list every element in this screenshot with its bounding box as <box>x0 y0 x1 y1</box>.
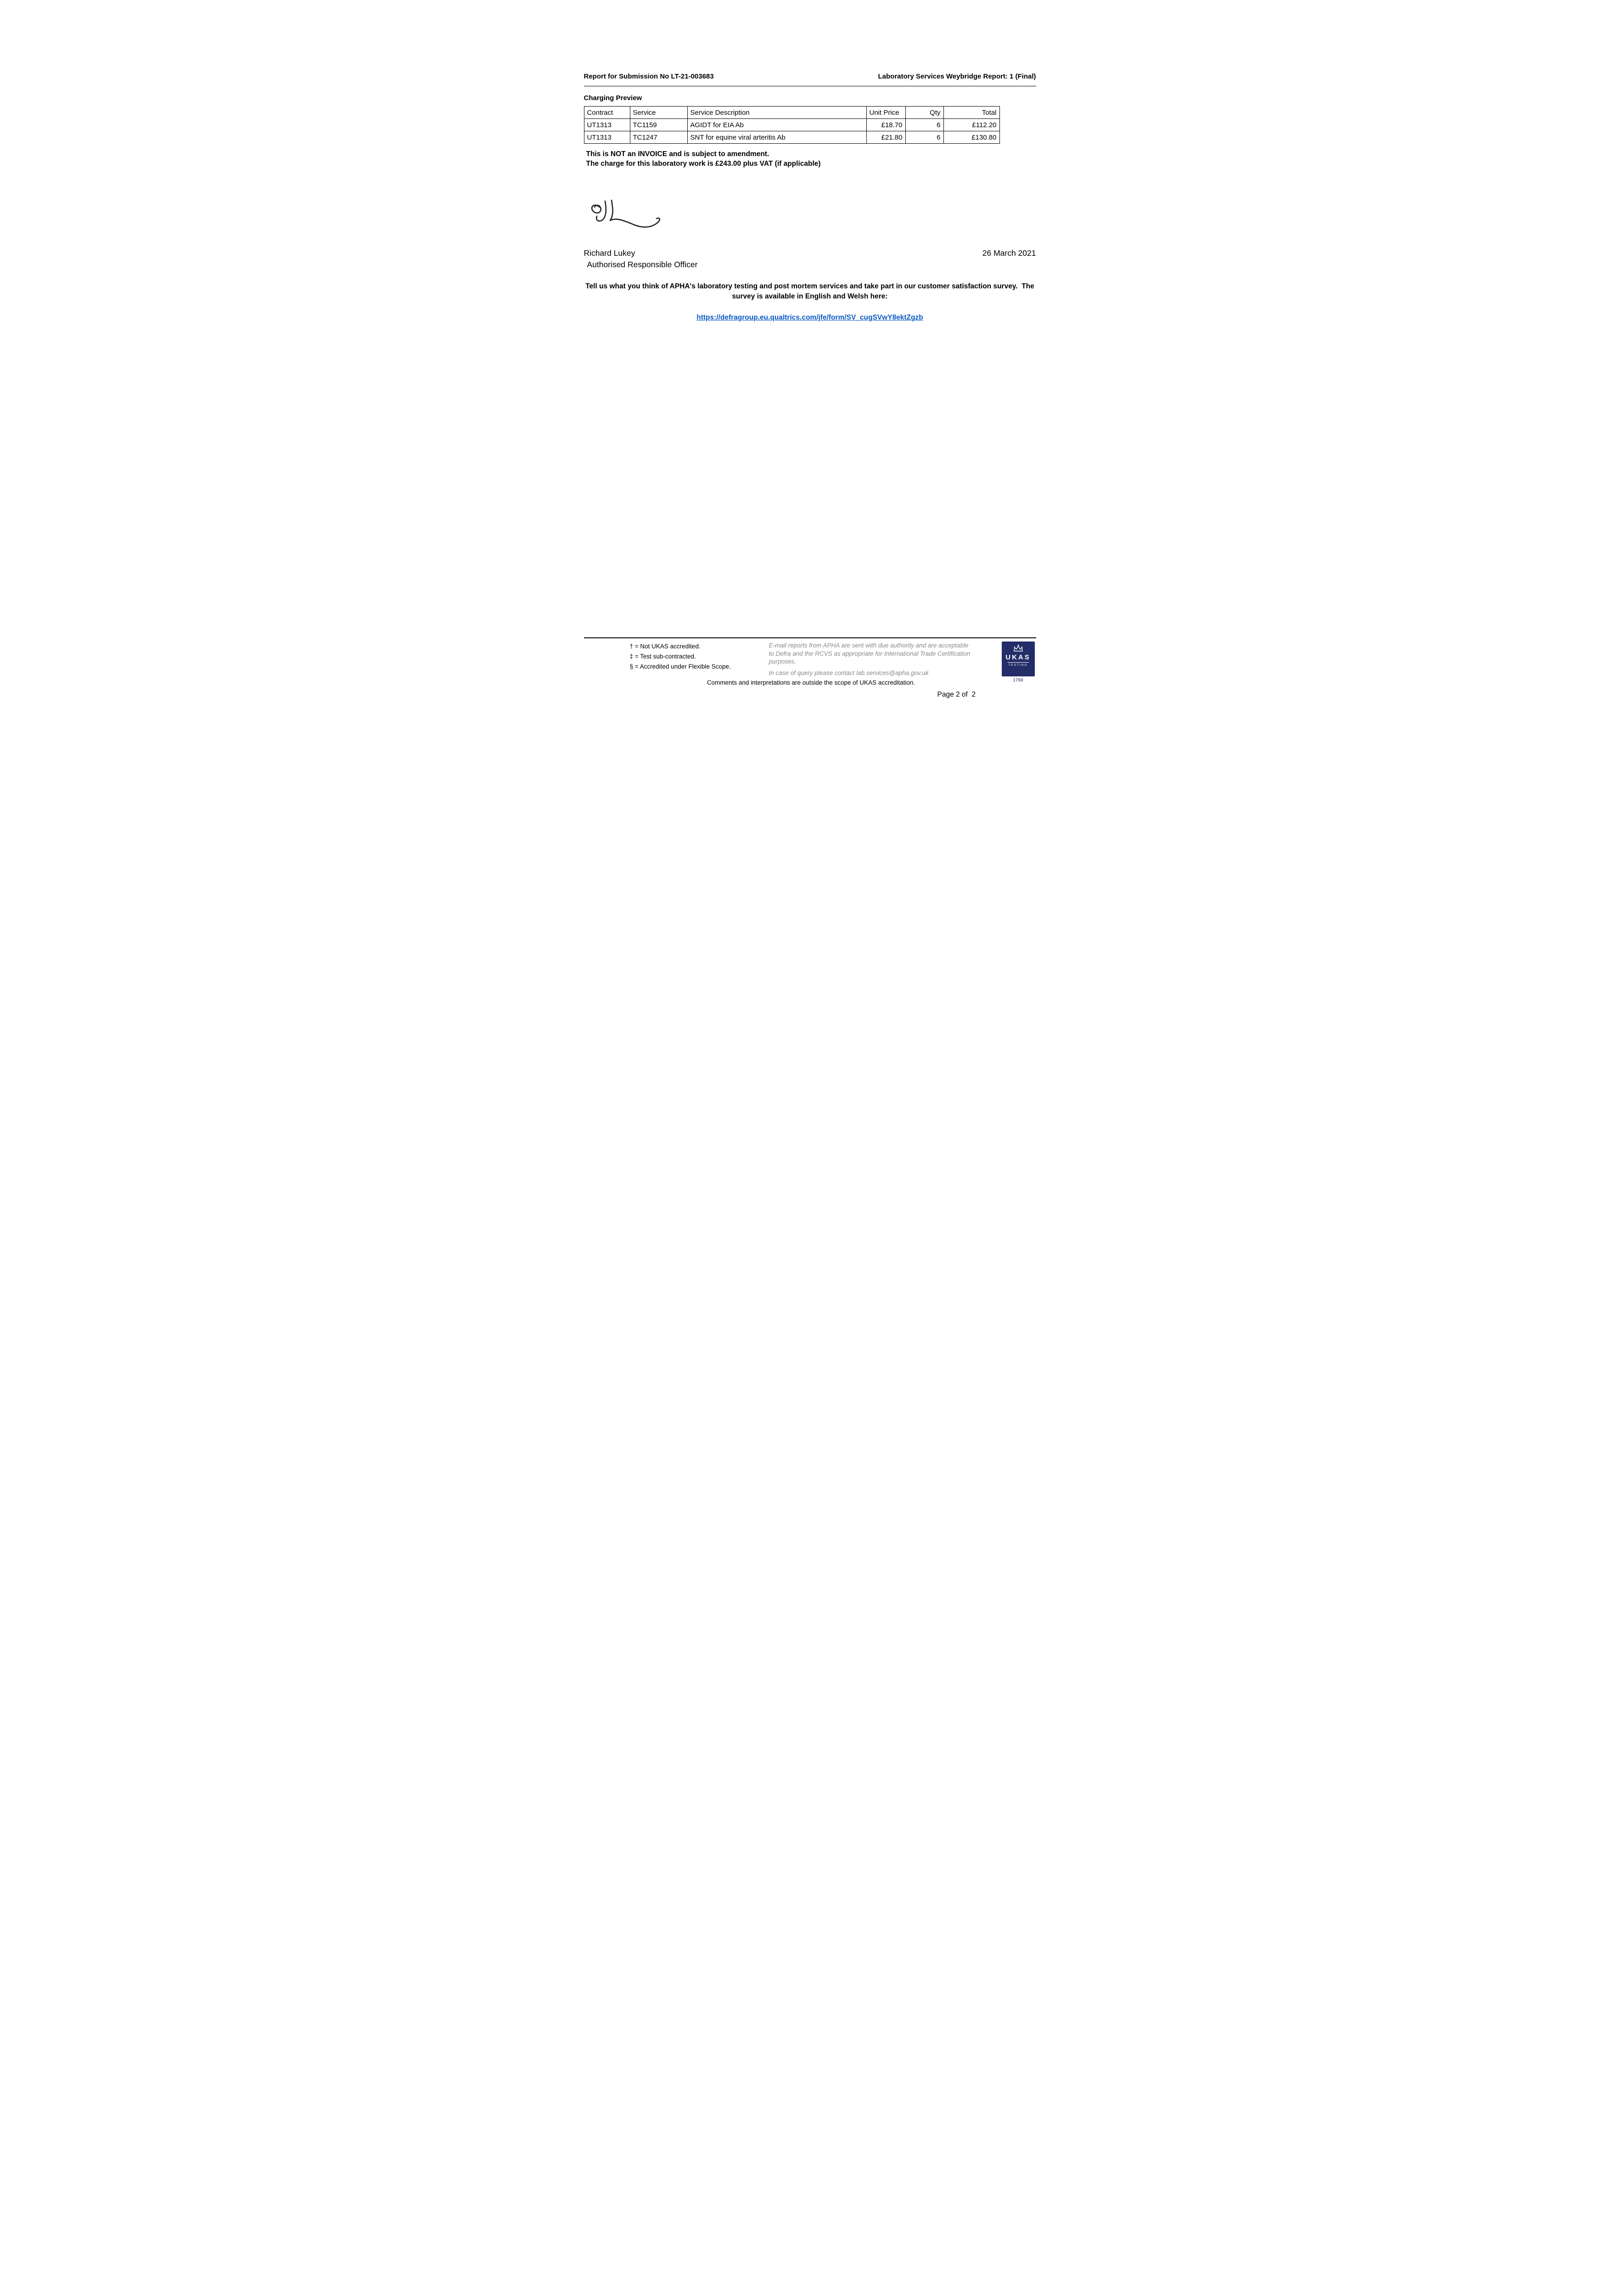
cell-service: TC1247 <box>630 131 687 144</box>
cell-contract: UT1313 <box>584 119 630 131</box>
accreditation-legend <box>630 642 731 672</box>
report-content <box>559 0 1064 322</box>
cell-service: TC1159 <box>630 119 687 131</box>
footer-divider <box>584 637 1036 638</box>
charging-preview-title: Charging Preview <box>584 94 642 102</box>
footer-notes <box>769 642 975 677</box>
col-header-service: Service <box>630 107 687 119</box>
table-row <box>584 119 999 131</box>
col-header-contract: Contract <box>584 107 630 119</box>
col-header-total: Total <box>943 107 999 119</box>
cell-qty: 6 <box>905 131 943 144</box>
charging-table <box>584 106 1000 144</box>
charge-total-note: The charge for this laboratory work is £243.00 plus VAT (if applicable) <box>586 160 821 168</box>
signatory-role: Authorised Responsible Officer <box>587 260 698 269</box>
legend-not-ukas: † = Not UKAS accredited. <box>629 643 701 650</box>
signature-icon <box>589 194 662 240</box>
legend-flexible-scope: § = Accredited under Flexible Scope. <box>629 663 731 670</box>
table-row <box>584 131 999 144</box>
cell-description: SNT for equine viral arteritis Ab <box>687 131 866 144</box>
legend-subcontracted: ‡ = Test sub-contracted. <box>629 653 696 660</box>
survey-link-row <box>584 314 1036 322</box>
cell-total: £112.20 <box>943 119 999 131</box>
page-number: Page 2 of 2 <box>937 691 976 698</box>
query-contact-note: In case of query please contact lab.services@apha.gov.uk <box>769 669 929 676</box>
cell-qty: 6 <box>905 119 943 131</box>
survey-link[interactable]: https://defragroup.eu.qualtrics.com/jfe/form/SV_cugSVwY8ektZgzb <box>696 314 923 321</box>
signatory-name: Richard Lukey <box>584 248 635 258</box>
signature <box>589 194 1036 240</box>
page-header <box>584 73 1036 80</box>
report-status-title: Laboratory Services Weybridge Report: 1 (Final) <box>878 73 1036 80</box>
ukas-comments-note: Comments and interpretations are outside the scope of UKAS accreditation. <box>707 679 915 686</box>
not-invoice-note: This is NOT an INVOICE and is subject to amendment. <box>586 150 769 158</box>
ukas-wordmark: UKAS <box>1005 653 1031 661</box>
signatory-row <box>584 248 1036 258</box>
report-date: 26 March 2021 <box>982 248 1036 258</box>
col-header-qty: Qty <box>905 107 943 119</box>
survey-text: Tell us what you think of APHA's laboratory testing and post mortem services and take part in our customer satisfaction survey. The survey is available in English and Welsh here: <box>585 282 1037 300</box>
cell-total: £130.80 <box>943 131 999 144</box>
col-header-unit-price: Unit Price <box>866 107 905 119</box>
cell-contract: UT1313 <box>584 131 630 144</box>
cell-description: AGIDT for EIA Ab <box>687 119 866 131</box>
charging-notes <box>586 149 1036 169</box>
ukas-number: 1769 <box>1013 678 1023 683</box>
crown-icon <box>1012 644 1024 653</box>
col-header-description: Service Description <box>687 107 866 119</box>
email-authority-note: E-mail reports from APHA are sent with due authority and are acceptable to Defra and the RCVS as appropriate for International Trade Certification purposes. <box>769 642 971 665</box>
ukas-testing-label: TESTING <box>1008 662 1029 667</box>
ukas-logo <box>1002 642 1035 683</box>
table-header-row <box>584 107 999 119</box>
ukas-logo-box <box>1002 642 1035 676</box>
cell-unit-price: £18.70 <box>866 119 905 131</box>
submission-title: Report for Submission No LT-21-003683 <box>584 73 714 80</box>
report-page <box>559 0 1064 715</box>
cell-unit-price: £21.80 <box>866 131 905 144</box>
